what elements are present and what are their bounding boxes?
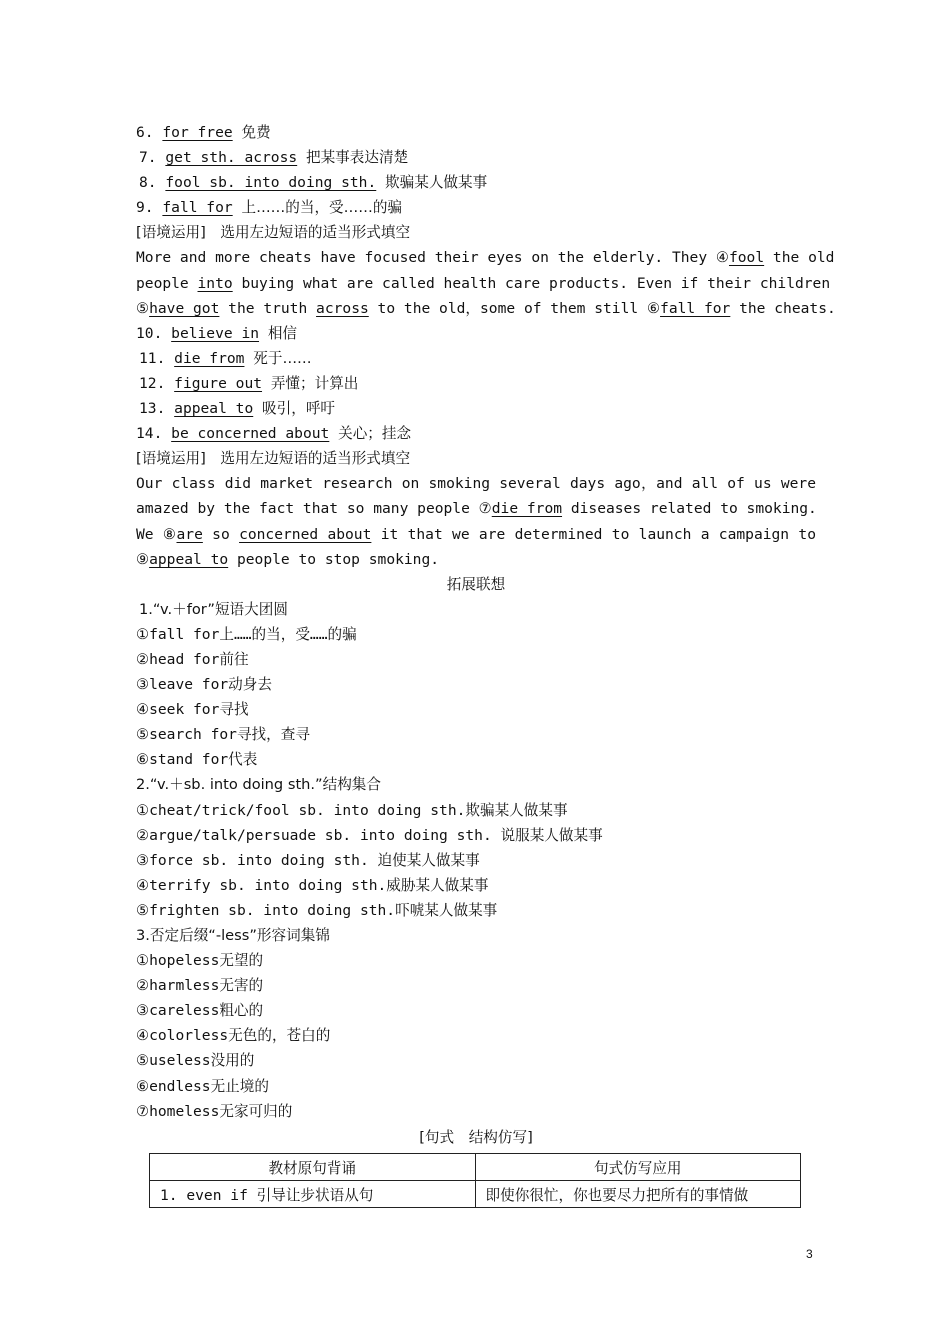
group-title: 2.“v.＋sb. into doing sth.”结构集合 <box>136 776 381 794</box>
list-item: ⑥endless无止境的 <box>136 1077 269 1095</box>
item-number: 14. <box>136 425 163 443</box>
list-item: ⑤useless没用的 <box>136 1052 255 1070</box>
exercise-heading: [语境运用] 选用左边短语的适当形式填空 <box>136 224 411 242</box>
group-title: 3.否定后缀“-less”形容词集锦 <box>136 927 330 944</box>
answer-blank: appeal to <box>149 550 229 568</box>
item-number: 9. <box>136 199 154 217</box>
answer-blank: fall for <box>660 299 731 317</box>
exercise-line: ⑤have got the truth across to the old，some of them still ⑥fall for the cheats. <box>136 299 836 317</box>
item-number: 7. <box>139 149 157 167</box>
phrase-meaning: 把某事表达清楚 <box>305 149 409 167</box>
exercise-heading: [语境运用] 选用左边短语的适当形式填空 <box>136 450 411 468</box>
phrase: believe in <box>171 324 260 342</box>
item-number: 10. <box>136 324 163 342</box>
list-item: ⑥stand for代表 <box>136 751 258 769</box>
exercise-line: More and more cheats have focused their eyes on the elderly. They ④fool the old <box>136 249 835 267</box>
answer-blank: have got <box>149 299 220 317</box>
phrase-line-13 <box>136 396 816 421</box>
list-item: ④terrify sb. into doing sth.威胁某人做某事 <box>136 876 489 894</box>
list-item: ③careless粗心的 <box>136 1002 264 1020</box>
list-item: ①hopeless无望的 <box>136 952 264 970</box>
list-item: ③force sb. into doing sth. 迫使某人做某事 <box>136 851 480 869</box>
phrase: figure out <box>174 374 263 392</box>
list-item: ①cheat/trick/fool sb. into doing sth.欺骗某人做某事 <box>136 801 568 819</box>
item-number: 12. <box>139 374 166 392</box>
answer-blank: fool <box>728 249 765 267</box>
exercise-line: amazed by the fact that so many people ⑦die from diseases related to smoking. <box>136 500 817 518</box>
group-title: 1.“v.＋for”短语大团圆 <box>139 600 288 618</box>
answer-blank: across <box>316 299 369 317</box>
answer-blank: into <box>197 274 233 292</box>
phrase-line-14 <box>136 421 816 446</box>
phrase-meaning: 弄懂；计算出 <box>270 374 359 392</box>
list-item: ②argue/talk/persuade sb. into doing sth. 说服某人做某事 <box>136 826 603 844</box>
phrase-line-7 <box>136 145 816 170</box>
table-cell: 即使你很忙，你也要尽力把所有的事情做 <box>475 1181 801 1208</box>
list-item: ③leave for动身去 <box>136 676 272 694</box>
phrase: be concerned about <box>171 425 330 443</box>
phrase-meaning: 关心；挂念 <box>338 425 412 443</box>
list-item: ⑤search for寻找，查寻 <box>136 726 310 744</box>
phrase: for free <box>162 124 233 141</box>
exercise-line: Our class did market research on smoking several days ago，and all of us were <box>136 475 816 493</box>
phrase-meaning: 吸引，呼吁 <box>262 400 336 418</box>
table-cell: 1. even if 引导让步状语从句 <box>150 1181 476 1208</box>
sentence-table <box>149 1153 801 1208</box>
phrase-line-10 <box>136 321 816 346</box>
phrase: fool sb. into doing sth. <box>165 174 377 192</box>
list-item: ⑤frighten sb. into doing sth.吓唬某人做某事 <box>136 901 498 919</box>
phrase-meaning: 死于…… <box>253 349 312 367</box>
phrase-meaning: 相信 <box>267 324 298 342</box>
table-header-row <box>150 1154 801 1181</box>
table-caption: [句式 结构仿写] <box>419 1129 533 1146</box>
answer-blank: die from <box>491 500 563 518</box>
phrase: die from <box>174 349 245 367</box>
column-header: 教材原句背诵 <box>150 1154 476 1181</box>
list-item: ①fall for上……的当，受……的骗 <box>136 625 357 643</box>
phrase-line-11 <box>136 346 816 371</box>
list-item: ②harmless无害的 <box>136 977 264 995</box>
exercise-line: We ⑧are so concerned about it that we are determined to launch a campaign to <box>136 525 816 543</box>
section-title: 拓展联想 <box>446 575 506 593</box>
main-text <box>136 120 836 1124</box>
phrase-meaning: 免费 <box>241 124 271 141</box>
list-item: ②head for前往 <box>136 650 249 668</box>
item-number: 6. <box>136 124 154 141</box>
list-item: ⑦homeless无家可归的 <box>136 1102 293 1120</box>
item-number: 8. <box>139 174 157 192</box>
phrase-line-6 <box>136 120 816 145</box>
answer-blank: concerned about <box>239 525 372 543</box>
page-number: 3 <box>806 1247 813 1261</box>
column-header: 句式仿写应用 <box>475 1154 801 1181</box>
table-row <box>150 1181 801 1208</box>
phrase-line-9 <box>136 195 816 220</box>
list-item: ④seek for寻找 <box>136 701 249 719</box>
phrase-meaning: 上……的当，受……的骗 <box>241 199 403 217</box>
exercise-line: people into buying what are called health care products. Even if their children <box>136 274 831 292</box>
phrase-meaning: 欺骗某人做某事 <box>385 174 488 192</box>
exercise-line: ⑨appeal to people to stop smoking. <box>136 550 440 568</box>
phrase: appeal to <box>174 400 254 418</box>
phrase-line-8 <box>136 170 816 195</box>
phrase: get sth. across <box>165 149 298 167</box>
item-number: 13. <box>139 400 166 418</box>
phrase: fall for <box>162 199 233 217</box>
list-item: ④colorless无色的，苍白的 <box>136 1027 331 1045</box>
answer-blank: are <box>176 525 203 543</box>
phrase-line-12 <box>136 371 816 396</box>
item-number: 11. <box>139 349 166 367</box>
